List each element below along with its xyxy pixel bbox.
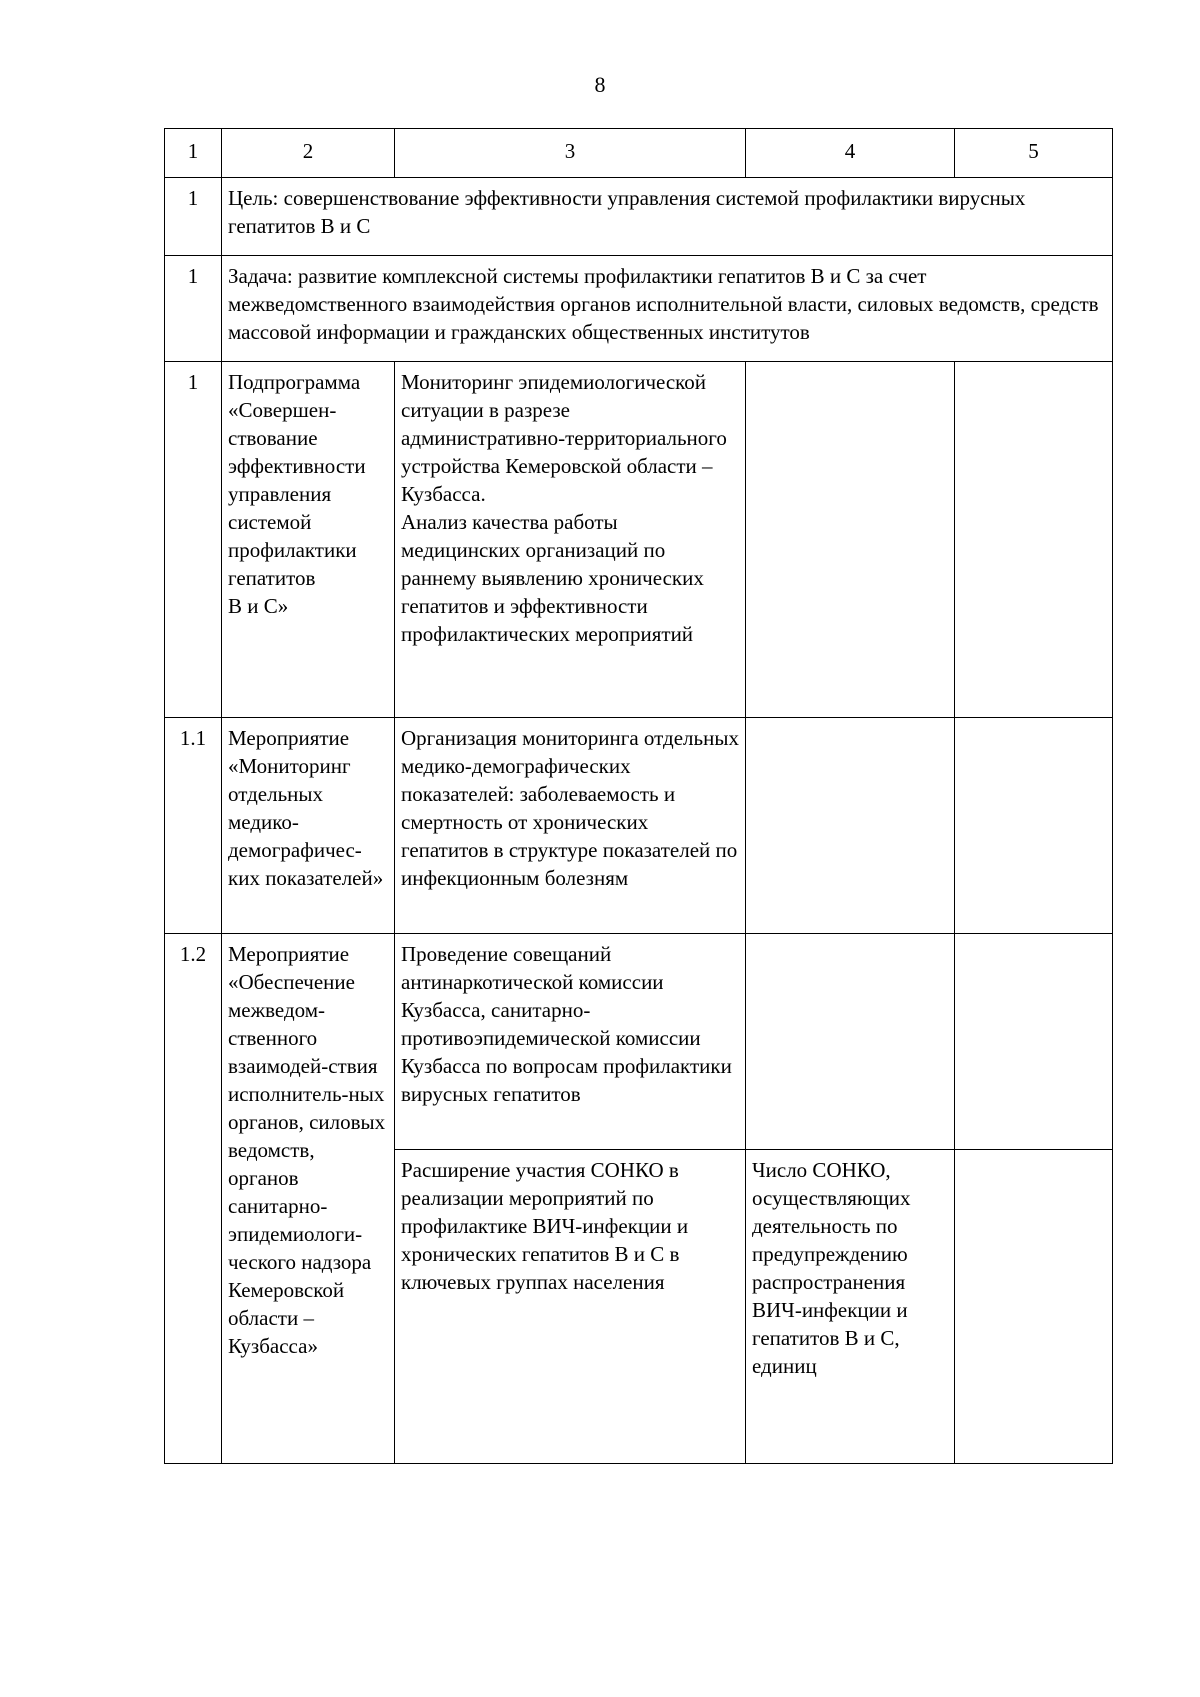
- task-row: [165, 256, 1113, 362]
- page-number: 8: [594, 72, 606, 97]
- measures-table: [164, 128, 1113, 1464]
- header-col-4: 4: [746, 129, 955, 178]
- row-number: 1: [165, 362, 222, 718]
- table-row: [165, 718, 1113, 934]
- task-number: 1: [165, 256, 222, 362]
- goal-number: 1: [165, 178, 222, 256]
- row-name: Мероприятие «Обеспечение межведом-ственного взаимодей-ствия исполнитель-ных органов, силовых ведомств, органов санитарно-эпидемиологи-ческого надзора Кемеровской области – Кузбасса»: [222, 934, 395, 1464]
- row-indicator: [746, 362, 955, 718]
- header-col-2: 2: [222, 129, 395, 178]
- row-indicator: [746, 934, 955, 1150]
- row-name: Подпрограмма «Совершен-ствование эффективности управления системой профилактики гепатитов В и С»: [222, 362, 395, 718]
- row-col5: [955, 718, 1113, 934]
- row-name: Мероприятие «Мониторинг отдельных медико-демографичес-ких показателей»: [222, 718, 395, 934]
- row-description: Проведение совещаний антинаркотической комиссии Кузбасса, санитарно-противоэпидемической комиссии Кузбасса по вопросам профилактики вирусных гепатитов: [395, 934, 746, 1150]
- table-header-row: [165, 129, 1113, 178]
- row-indicator: [746, 718, 955, 934]
- task-text: Задача: развитие комплексной системы профилактики гепатитов В и С за счет межведомственного взаимодействия органов исполнительной власти, силовых ведомств, средств массовой информации и гражданских общественных институтов: [222, 256, 1113, 362]
- header-col-3: 3: [395, 129, 746, 178]
- row-number: 1.1: [165, 718, 222, 934]
- row-col5: [955, 1150, 1113, 1464]
- goal-text: Цель: совершенствование эффективности управления системой профилактики вирусных гепатитов В и С: [222, 178, 1113, 256]
- header-col-1: 1: [165, 129, 222, 178]
- goal-row: [165, 178, 1113, 256]
- header-col-5: 5: [955, 129, 1113, 178]
- table-row: [165, 362, 1113, 718]
- table-row: [165, 934, 1113, 1150]
- row-indicator: Число СОНКО, осуществляющих деятельность по предупреждению распространения ВИЧ-инфекции и гепатитов В и С, единиц: [746, 1150, 955, 1464]
- row-col5: [955, 934, 1113, 1150]
- row-number: 1.2: [165, 934, 222, 1464]
- row-description: Мониторинг эпидемиологической ситуации в разрезе административно-территориального устройства Кемеровской области – Кузбасса. Анализ качества работы медицинских организаций по раннему выявлению хронических гепатитов и эффективности профилактических мероприятий: [395, 362, 746, 718]
- row-description: Расширение участия СОНКО в реализации мероприятий по профилактике ВИЧ-инфекции и хронических гепатитов В и С в ключевых группах населения: [395, 1150, 746, 1464]
- row-description: Организация мониторинга отдельных медико-демографических показателей: заболеваемость и смертность от хронических гепатитов в структуре показателей по инфекционным болезням: [395, 718, 746, 934]
- row-col5: [955, 362, 1113, 718]
